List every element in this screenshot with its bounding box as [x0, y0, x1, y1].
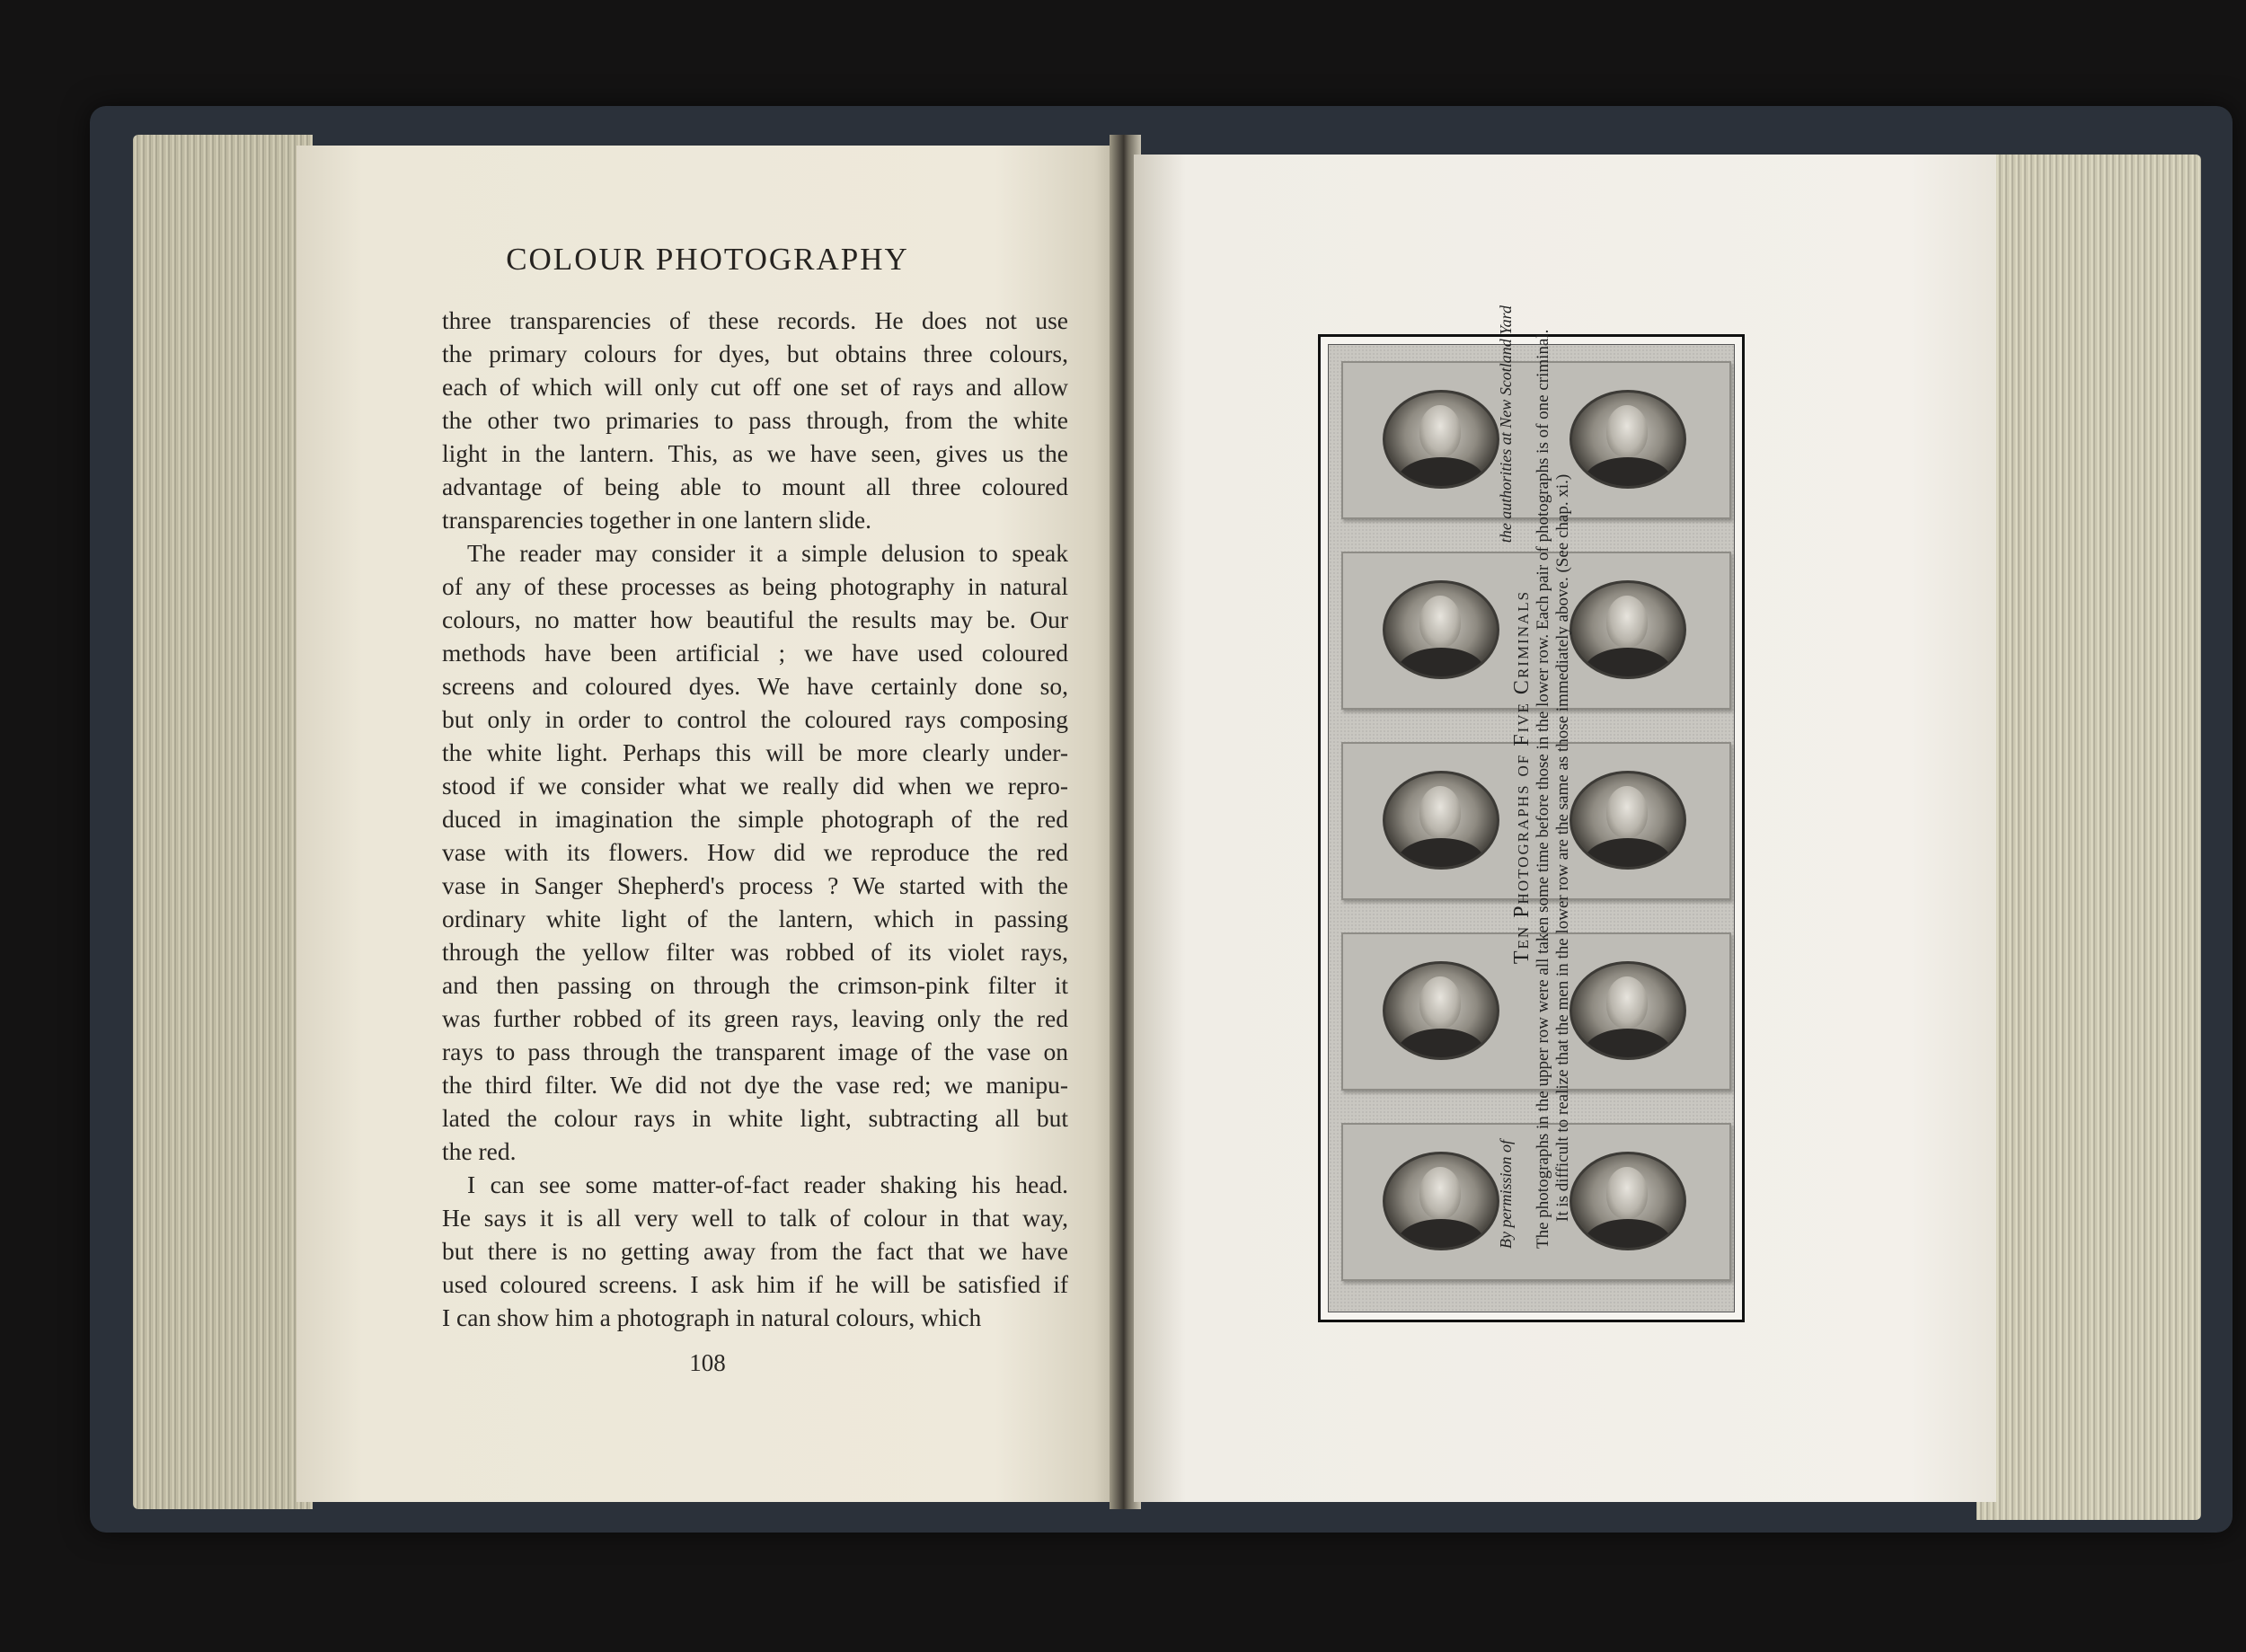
mugshot-oval: [1383, 961, 1499, 1060]
text-line: screens and coloured dyes. We have certainly done so,: [442, 672, 1068, 700]
page-number: 108: [689, 1349, 726, 1376]
mugshot-oval: [1570, 580, 1686, 679]
text-line: vase in Sanger Shepherd's process ? We started with the: [442, 871, 1068, 899]
text-line: the third filter. We did not dye the vase red; we manipu-: [442, 1071, 1068, 1099]
text-line: ordinary white light of the lantern, which in passing: [442, 905, 1068, 932]
left-page: [296, 146, 1119, 1502]
mugshot-oval: [1570, 390, 1686, 489]
text-line: methods have been artificial ; we have used coloured: [442, 639, 1068, 667]
text-line: stood if we consider what we really did when we repro-: [442, 772, 1068, 799]
caption-line-2: It is difficult to realize that the men in the lower row are the same as those immediately above. (See chap. xi.): [1553, 473, 1572, 1222]
text-line: was further robbed of its green rays, leaving only the red: [442, 1004, 1068, 1032]
text-line: light in the lantern. This, as we have seen, gives us the: [442, 439, 1068, 467]
text-line: lated the colour rays in white light, subtracting all but: [442, 1104, 1068, 1132]
text-line: the other two primaries to pass through, from the white: [442, 406, 1068, 434]
right-page-edges: [1976, 155, 2201, 1520]
text-line: each of which will only cut off one set of rays and allow: [442, 373, 1068, 401]
left-page-edges: [133, 135, 313, 1509]
paragraph: [442, 304, 1068, 536]
text-line: I can see some matter-of-fact reader shaking his head.: [467, 1171, 1068, 1198]
credit-left: By permission of: [1497, 1140, 1515, 1249]
running-head: COLOUR PHOTOGRAPHY: [506, 242, 909, 277]
mugshot-oval: [1383, 1152, 1499, 1250]
body-text: [442, 304, 1068, 1334]
credit-right: the authorities at New Scotland Yard: [1497, 305, 1515, 543]
text-line: of any of these processes as being photography in natural: [442, 572, 1068, 600]
mugshot-oval: [1383, 580, 1499, 679]
text-line: rays to pass through the transparent image of the vase on: [442, 1038, 1068, 1065]
paragraph: [442, 536, 1068, 1168]
text-line: three transparencies of these records. He does not use: [442, 306, 1068, 334]
text-line: colours, no matter how beautiful the results may be. Our: [442, 605, 1068, 633]
mugshot-oval: [1383, 771, 1499, 870]
text-line: through the yellow filter was robbed of its violet rays,: [442, 938, 1068, 966]
text-line: the white light. Perhaps this will be more clearly under-: [442, 738, 1068, 766]
text-line: advantage of being able to mount all three coloured: [442, 473, 1068, 500]
mugshot-oval: [1570, 771, 1686, 870]
text-line: I can show him a photograph in natural colours, which: [442, 1303, 982, 1331]
text-line: used coloured screens. I ask him if he will be satisfied if: [442, 1270, 1068, 1298]
text-line: duced in imagination the simple photograph of the red: [442, 805, 1068, 833]
text-line: but only in order to control the coloured rays composing: [442, 705, 1068, 733]
plate-title: Ten Photographs of Five Criminals: [1510, 589, 1534, 965]
text-line: the primary colours for dyes, but obtains three colours,: [442, 340, 1068, 367]
caption-line-1: The photographs in the upper row were all taken some time before those in the lower row. Each pair of photographs is of one criminal.: [1534, 329, 1552, 1249]
text-line: The reader may consider it a simple delusion to speak: [467, 539, 1068, 567]
text-line: but there is no getting away from the fact that we have: [442, 1237, 1068, 1265]
mugshot-oval: [1570, 961, 1686, 1060]
text-line: and then passing on through the crimson-pink filter it: [442, 971, 1068, 999]
text-line: vase with its flowers. How did we reproduce the red: [442, 838, 1068, 866]
text-line: transparencies together in one lantern slide.: [442, 506, 872, 534]
paragraph: [442, 1168, 1068, 1334]
mugshot-oval: [1383, 390, 1499, 489]
text-line: the red.: [442, 1137, 517, 1165]
mugshot-oval: [1570, 1152, 1686, 1250]
text-line: He says it is all very well to talk of colour in that way,: [442, 1204, 1068, 1232]
